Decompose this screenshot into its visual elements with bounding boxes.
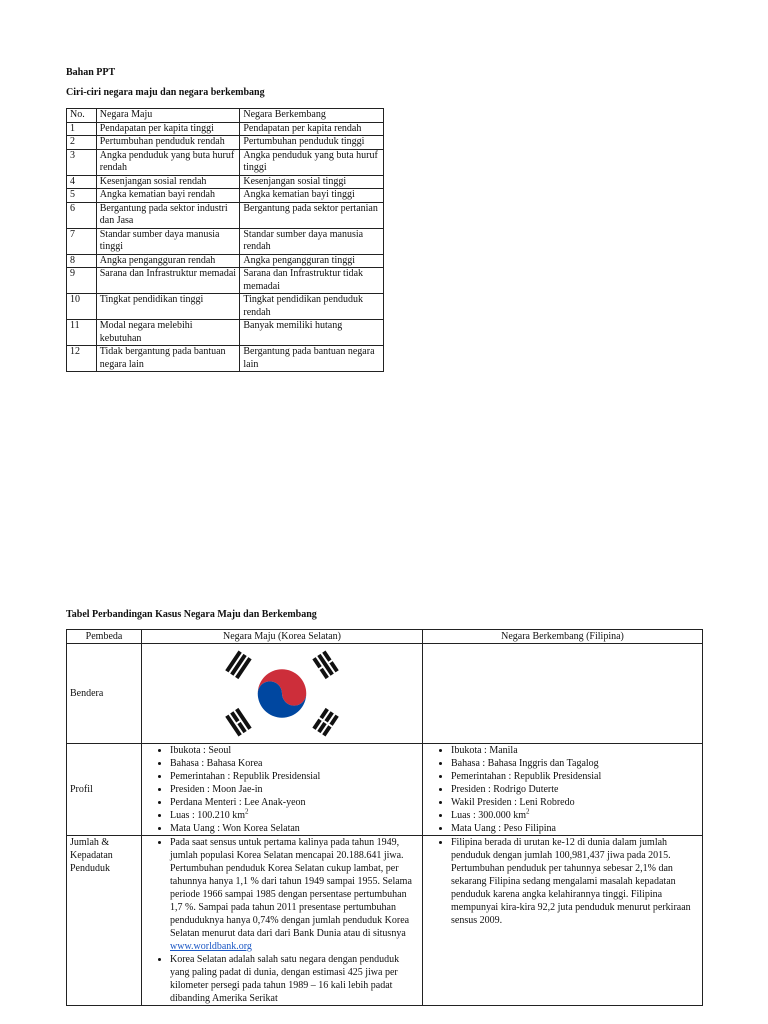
profil-item-text: Bahasa : Bahasa Korea <box>170 758 263 769</box>
label-profil: Profil <box>67 744 142 836</box>
table-header-row <box>67 630 703 644</box>
table-cell: Angka penduduk yang buta huruf tinggi <box>240 149 384 175</box>
table-cell: Tingkat pendidikan tinggi <box>96 294 240 320</box>
profil-item-text: Luas : 100.210 km <box>170 810 245 821</box>
list-item <box>170 744 419 757</box>
list-item <box>170 796 419 809</box>
table-cell: 1 <box>67 122 97 136</box>
table-header-cell: No. <box>67 109 97 123</box>
table-cell: 6 <box>67 202 97 228</box>
table-row <box>67 268 384 294</box>
superscript-2: 2 <box>526 807 530 816</box>
list-item <box>170 783 419 796</box>
list-item <box>170 822 419 835</box>
table-cell: Sarana dan Infrastruktur memadai <box>96 268 240 294</box>
superscript-2: 2 <box>245 807 249 816</box>
table-row <box>67 122 384 136</box>
table-row <box>67 149 384 175</box>
table-row <box>67 189 384 203</box>
table-cell: Standar sumber daya manusia tinggi <box>96 228 240 254</box>
profil-item-text: Wakil Presiden : Leni Robredo <box>451 797 575 808</box>
table-cell: Angka pengangguran rendah <box>96 254 240 268</box>
perbandingan-table <box>66 629 703 1006</box>
table-row <box>67 320 384 346</box>
list-item <box>170 770 419 783</box>
table-cell: Angka kematian bayi tinggi <box>240 189 384 203</box>
profil-item-text: Presiden : Rodrigo Duterte <box>451 784 559 795</box>
profil-item-text: Presiden : Moon Jae-in <box>170 784 263 795</box>
penduduk-korea-text-1: Pada saat sensus untuk pertama kalinya pada tahun 1949, jumlah populasi Korea Selatan mencapai 20.188.641 jiwa. Pertumbuhan penduduk Korea Selatan cukup lambat, per tahunnya hanya 1,1 % dari tahun 1949 sampai 1955. Selama periode 1966 sampai 1985 dengan persentase pertumbuhan 1,7 %. Sampai pada tahun 2011 presentase pertumbuhan penduduknya hanya 0,74% dengan jumlah penduduk Korea Selatan menurut data dari dari Bank Dunia atau di situsnya <box>170 837 412 939</box>
table-cell: Bergantung pada sektor industri dan Jasa <box>96 202 240 228</box>
table-row <box>67 254 384 268</box>
table-header-cell: Negara Maju <box>96 109 240 123</box>
profil-item-text: Ibukota : Seoul <box>170 745 232 756</box>
header-pembeda: Pembeda <box>67 630 142 644</box>
profil-filipina-list <box>426 744 699 835</box>
table-cell: Kesenjangan sosial rendah <box>96 175 240 189</box>
table-cell: 5 <box>67 189 97 203</box>
table-header-row <box>67 109 384 123</box>
table-cell: Bergantung pada sektor pertanian <box>240 202 384 228</box>
table-cell: 10 <box>67 294 97 320</box>
worldbank-link[interactable]: www.worldbank.org <box>170 941 252 952</box>
table-row <box>67 294 384 320</box>
table-row <box>67 175 384 189</box>
table-cell: Standar sumber daya manusia rendah <box>240 228 384 254</box>
penduduk-korea-cell <box>142 836 423 1006</box>
table-cell: Pendapatan per kapita tinggi <box>96 122 240 136</box>
profil-item-text: Mata Uang : Won Korea Selatan <box>170 823 300 834</box>
table-cell: Pertumbuhan penduduk rendah <box>96 136 240 150</box>
table-cell: Kesenjangan sosial tinggi <box>240 175 384 189</box>
penduduk-korea-list <box>145 836 419 1005</box>
penduduk-filipina-list <box>426 836 699 927</box>
row-penduduk <box>67 836 703 1006</box>
section-heading-perbandingan: Tabel Perbandingan Kasus Negara Maju dan Berkembang <box>66 609 317 620</box>
table-cell: Tidak bergantung pada bantuan negara lain <box>96 346 240 372</box>
flag-cell-filipina <box>423 644 703 744</box>
header-negara-maju: Negara Maju (Korea Selatan) <box>142 630 423 644</box>
table-cell: Angka kematian bayi rendah <box>96 189 240 203</box>
table-cell: 12 <box>67 346 97 372</box>
profil-item-text: Ibukota : Manila <box>451 745 518 756</box>
list-item <box>451 744 699 757</box>
table-cell: Modal negara melebihi kebutuhan <box>96 320 240 346</box>
list-item <box>170 809 419 822</box>
profil-item-text: Pemerintahan : Republik Presidensial <box>451 771 602 782</box>
table-cell: Pertumbuhan penduduk tinggi <box>240 136 384 150</box>
table-cell: 11 <box>67 320 97 346</box>
document-title: Bahan PPT <box>66 67 116 78</box>
list-item <box>451 757 699 770</box>
table-row <box>67 346 384 372</box>
table-row <box>67 228 384 254</box>
table-cell: Banyak memiliki hutang <box>240 320 384 346</box>
korea-flag-image <box>207 644 357 743</box>
profil-item-text: Mata Uang : Peso Filipina <box>451 823 556 834</box>
profil-item-text: Luas : 300.000 km <box>451 810 526 821</box>
penduduk-filipina-cell <box>423 836 703 1006</box>
header-negara-berkembang: Negara Berkembang (Filipina) <box>423 630 703 644</box>
row-profil <box>67 744 703 836</box>
ciri-table <box>66 108 384 372</box>
table-cell: Angka penduduk yang buta huruf rendah <box>96 149 240 175</box>
table-cell: Pendapatan per kapita rendah <box>240 122 384 136</box>
list-item <box>451 796 699 809</box>
table-cell: Tingkat pendidikan penduduk rendah <box>240 294 384 320</box>
table-cell: Angka pengangguran tinggi <box>240 254 384 268</box>
table-cell: 4 <box>67 175 97 189</box>
table-cell: 9 <box>67 268 97 294</box>
table-cell: 8 <box>67 254 97 268</box>
list-item <box>170 836 419 953</box>
profil-korea-cell <box>142 744 423 836</box>
list-item <box>451 809 699 822</box>
table-cell: 2 <box>67 136 97 150</box>
table-cell: 7 <box>67 228 97 254</box>
profil-korea-list <box>145 744 419 835</box>
table-cell: Bergantung pada bantuan negara lain <box>240 346 384 372</box>
table-row <box>67 202 384 228</box>
table-header-cell: Negara Berkembang <box>240 109 384 123</box>
list-item <box>451 783 699 796</box>
profil-item-text: Perdana Menteri : Lee Anak-yeon <box>170 797 306 808</box>
list-item <box>451 770 699 783</box>
label-penduduk: Jumlah & Kepadatan Penduduk <box>67 836 142 1006</box>
table-cell: Sarana dan Infrastruktur tidak memadai <box>240 268 384 294</box>
row-bendera <box>67 644 703 744</box>
label-bendera: Bendera <box>67 644 142 744</box>
list-item <box>451 822 699 835</box>
list-item: • Filipina berada di urutan ke-12 di dunia dalam jumlah penduduk dengan jumlah 100,981,437 jiwa pada 2015. Pertumbuhan penduduk per tahunnya sebesar 2,1% dan sekarang Filipina sedang mengalami masalah kepadatan penduduk karena angka kelahirannya tinggi. Filipina mempunyai kira-kira 92,2 juta penduduk menurut perkiraan sensus 2009. <box>451 836 699 927</box>
list-item: • Korea Selatan adalah salah satu negara dengan penduduk yang paling padat di dunia, dengan estimasi 425 jiwa per kilometer persegi pada tahun 1989 – 16 kali lebih padat dibanding Amerika Serikat <box>170 953 419 1005</box>
section-heading-ciri: Ciri-ciri negara maju dan negara berkembang <box>66 87 265 98</box>
profil-item-text: Pemerintahan : Republik Presidensial <box>170 771 321 782</box>
profil-filipina-cell <box>423 744 703 836</box>
list-item <box>170 757 419 770</box>
flag-cell-korea <box>142 644 423 744</box>
table-cell: 3 <box>67 149 97 175</box>
table-row <box>67 136 384 150</box>
profil-item-text: Bahasa : Bahasa Inggris dan Tagalog <box>451 758 599 769</box>
korea-flag-icon <box>207 644 357 743</box>
